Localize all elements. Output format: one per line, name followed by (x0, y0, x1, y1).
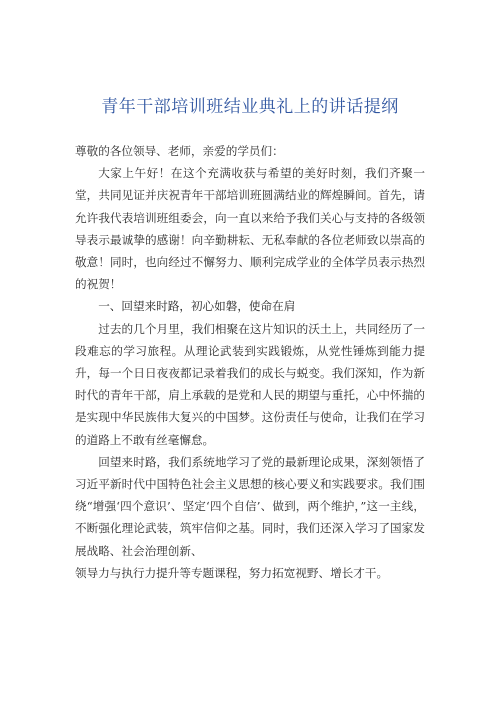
greeting: 尊敬的各位领导、老师，亲爱的学员们： (75, 144, 284, 158)
section-paragraph-2: 回望来时路，我们系统地学习了党的最新理论成果，深刻领悟了习近平新时代中国特色社会主义思想的核心要义和实践要求。我们围绕“增强‘四个意识’、坚定‘四个自信’、做到，两个维护，”这一主线，不断强化理论武装，筑牢信仰之基。同时，我们还深入学习了国家发展战略、社会治理创新、 (75, 454, 425, 558)
section-heading: 一、回望来时路，初心如磐，使命在肩 (98, 299, 296, 314)
section-paragraph-1: 过去的几个月里，我们相聚在这片知识的沃土上，共同经历了一段难忘的学习旅程。从理论武装到实践锻炼，从党性锤炼到能力提升，每一个日日夜夜都记录着我们的成长与蜕变。我们深知，作为新时代的青年干部，肩上承载的是党和人民的期望与重托，心中怀揣的是实现中华民族伟大复兴的中国梦。这份责任与使命，让我们在学习的道路上不敢有丝毫懈怠。 (75, 321, 425, 447)
document-title: 青年干部培训班结业典礼上的讲话提纲 (101, 97, 399, 117)
opening-paragraph: 大家上午好！在这个充满收获与希望的美好时刻，我们齐聚一堂，共同见证并庆祝青年干部培训班圆满结业的辉煌瞬间。首先，请允许我代表培训班组委会，向一直以来给予我们关心与支持的各级领导表示最诚挚的感谢！向辛勤耕耘、无私奉献的各位老师致以崇高的敬意！同时，也向经过不懈努力、顺利完成学业的全体学员表示热烈的祝贺！ (75, 166, 425, 292)
document-body (75, 140, 425, 584)
section-paragraph-3: 领导力与执行力提升等专题课程，努力拓宽视野、增长才干。 (75, 565, 389, 580)
